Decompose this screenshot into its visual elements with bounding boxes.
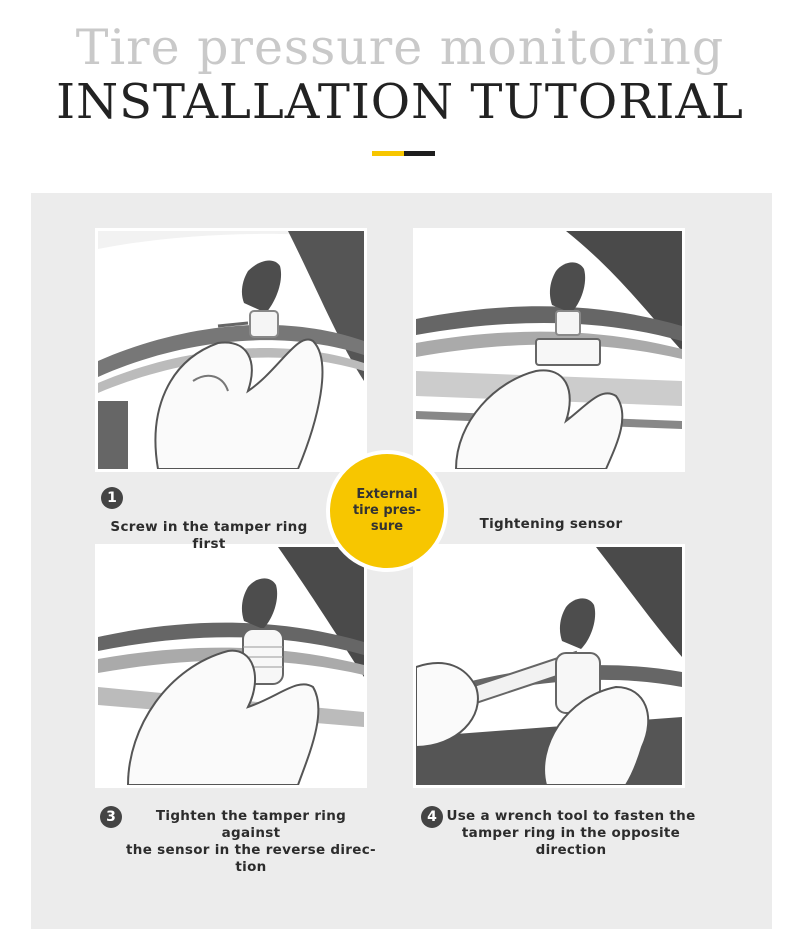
divider-accent-segment bbox=[372, 151, 404, 156]
title-top: Tire pressure monitoring bbox=[75, 19, 725, 76]
step-1-number-badge: 1 bbox=[101, 487, 123, 509]
step-1-illustration bbox=[95, 228, 367, 472]
badge-line-3: sure bbox=[370, 519, 404, 534]
badge-line-2: tire pres- bbox=[352, 503, 422, 518]
step-4-number-badge: 4 bbox=[421, 806, 443, 828]
step-4-illustration bbox=[413, 544, 685, 788]
step-3-caption-line-3: tion bbox=[235, 859, 267, 875]
external-tire-pressure-label bbox=[349, 487, 425, 535]
step-4-caption bbox=[446, 808, 696, 859]
title-divider bbox=[372, 151, 435, 156]
step-3-caption-line-1: Tighten the tamper ring against bbox=[155, 808, 347, 841]
step-3-caption bbox=[126, 808, 376, 876]
divider-dark-segment bbox=[404, 151, 435, 156]
step-2-illustration bbox=[413, 228, 685, 472]
step-4-caption-line-3: direction bbox=[535, 842, 607, 858]
step-3-caption-line-2: the sensor in the reverse direc- bbox=[126, 842, 376, 858]
step-2-caption bbox=[466, 516, 636, 533]
external-tire-pressure-badge bbox=[326, 450, 448, 572]
step-3-number-badge: 3 bbox=[100, 806, 122, 828]
badge-line-1: External bbox=[356, 487, 418, 502]
step-1-caption bbox=[96, 519, 322, 553]
step-3-illustration bbox=[95, 544, 367, 788]
title-main: INSTALLATION TUTORIAL bbox=[56, 74, 744, 130]
step-2-caption-line: Tightening sensor bbox=[479, 516, 623, 532]
step-1-caption-line: Screw in the tamper ring first bbox=[110, 519, 308, 552]
step-4-caption-line-2: tamper ring in the opposite bbox=[461, 825, 681, 841]
step-4-caption-line-1: Use a wrench tool to fasten the bbox=[446, 808, 696, 824]
